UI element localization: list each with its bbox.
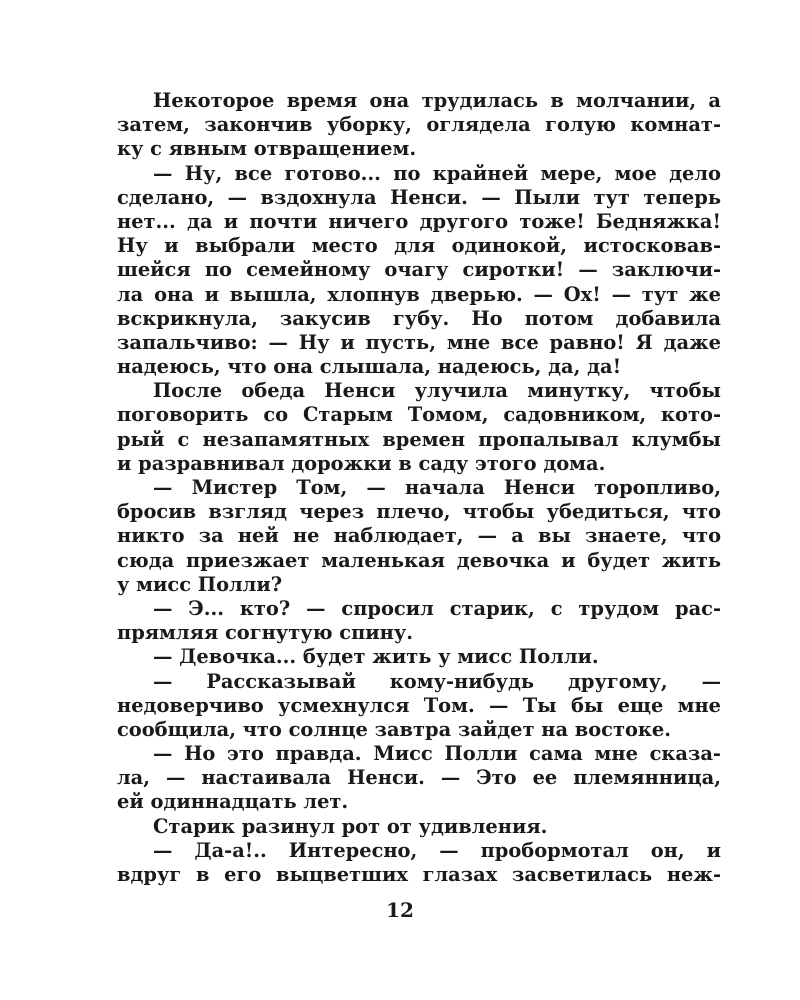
text-line: шейся по семейному очагу сиротки! — заключи-: [117, 258, 721, 282]
text-line: запальчиво: — Ну и пусть, мне все равно! Я даже: [117, 330, 721, 354]
text-line: ла она и вышла, хлопнув дверью. — Ох! — тут же: [117, 282, 721, 306]
text-line: ей одиннадцать лет.: [117, 790, 349, 814]
text-line: надеюсь, что она слышала, надеюсь, да, да!: [117, 355, 622, 379]
text-line: После обеда Ненси улучила минутку, чтобы: [153, 379, 721, 403]
text-line: вскрикнула, закусив губу. Но потом добавила: [117, 306, 721, 330]
text-line: ку с явным отвращением.: [117, 137, 417, 161]
text-line: — Ну, все готово... по крайней мере, мое дело: [153, 161, 721, 185]
text-line: сообщила, что солнце завтра зайдет на востоке.: [117, 717, 672, 741]
text-line: — Девочка... будет жить у мисс Полли.: [153, 645, 599, 669]
text-line: — Мистер Том, — начала Ненси торопливо,: [153, 476, 721, 499]
text-line: ла, — настаивала Ненси. — Это ее племянница,: [117, 766, 721, 790]
text-line: бросив взгляд через плечо, чтобы убедиться, что: [117, 500, 721, 524]
text-line: поговорить со Старым Томом, садовником, кото-: [117, 403, 721, 427]
text-line: рый с незапамятных времен пропалывал клумбы: [117, 427, 721, 451]
text-line: сделано, — вздохнула Ненси. — Пыли тут теперь: [117, 185, 721, 209]
text-line: — Но это правда. Мисс Полли сама мне сказа-: [153, 742, 721, 766]
body-text: [117, 89, 721, 887]
text-line: недоверчиво усмехнулся Том. — Ты бы еще мне: [117, 693, 721, 717]
text-line: затем, закончив уборку, оглядела голую комнат-: [117, 113, 721, 137]
text-line: нет... да и почти ничего другого тоже! Бедняжка!: [117, 209, 721, 233]
page-number: 12: [386, 898, 414, 922]
text-line: никто за ней не наблюдает, — а вы знаете, что: [117, 524, 721, 548]
text-line: — Рассказывай кому-нибудь другому, —: [153, 669, 721, 693]
text-line: — Э... кто? — спросил старик, с трудом рас-: [153, 596, 721, 620]
text-line: у мисс Полли?: [117, 572, 283, 596]
text-line: — Да-а!.. Интересно, — пробормотал он, и: [153, 838, 721, 862]
text-line: Старик разинул рот от удивления.: [153, 814, 548, 838]
text-line: и разравнивал дорожки в саду этого дома.: [117, 451, 606, 475]
text-line: прямляя согнутую спину.: [117, 621, 414, 645]
text-line: Некоторое время она трудилась в молчании, а: [153, 89, 721, 112]
text-line: сюда приезжает маленькая девочка и будет жить: [117, 548, 721, 572]
text-line: Ну и выбрали место для одинокой, истосковав-: [117, 234, 721, 258]
text-line: вдруг в его выцветших глазах засветилась неж-: [117, 863, 721, 886]
